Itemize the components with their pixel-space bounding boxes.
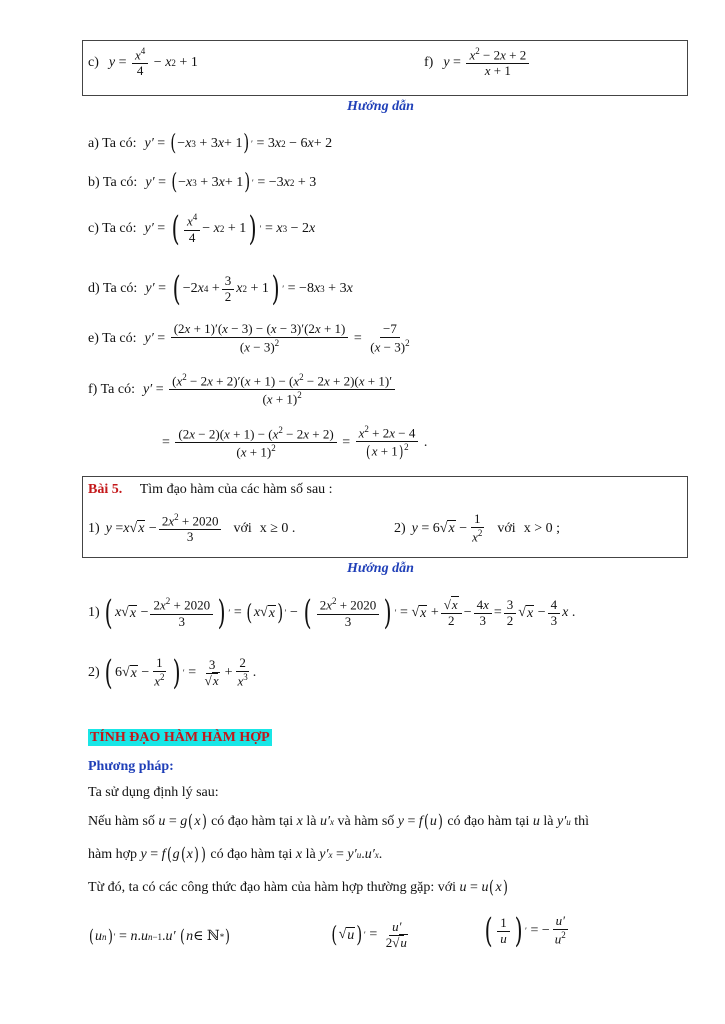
- guide-heading-2: Hướng dẫn: [347, 561, 414, 576]
- solution-f-continued: = $\frac{(2x - 2)(x + 1) - (x^2 - 2x + 2)}{(x + 1)^2}$ = $\frac{x^2 + 2x - 4}{(x + 1)^2}$ .: [162, 424, 428, 462]
- composite-line: hàm hợp y = f ( g ( x ) ) có đạo hàm tại x là y′ x = y′ u . u′ x .: [88, 844, 383, 865]
- bai5-solution-1-label: 1): [88, 605, 100, 620]
- composite-part-b: có đạo hàm tại: [210, 846, 293, 862]
- solution-f: f) Ta có: y′ = $\frac{(x^2 - 2x + 2)'(x + 1) - (x^2 - 2x + 2)(x + 1)'}{(x + 1)^2}$: [88, 372, 397, 408]
- theorem-part-g: thì: [574, 813, 590, 829]
- section-title-text: TÍNH ĐẠO HÀM HÀM HỢP: [90, 730, 270, 745]
- theorem-part-f: là: [543, 813, 554, 829]
- bai5-solution-2-label: 2): [88, 665, 100, 680]
- solution-d-label: d) Ta có:: [88, 281, 138, 296]
- composite-part-c: là: [305, 846, 316, 862]
- from-line: Từ đó, ta có các công thức đạo hàm của hàm hợp thường gặp: với u = u ( x ): [88, 877, 508, 898]
- method-heading: Phương pháp:: [88, 759, 174, 774]
- solution-b: b) Ta có: y′ = ( − x 3 + 3 x + 1 ) ′ = −3 x 2 + 3: [88, 170, 317, 195]
- solution-d: d) Ta có: y′ = ( −2 x 4 + $\frac{3}{2}$ x 2 + 1 ) ′ = −8 x 3 + 3 x: [88, 269, 353, 309]
- theorem-part-b: có đạo hàm tại: [211, 813, 294, 829]
- theorem-part-c: là: [306, 813, 317, 829]
- bai5-title: Bài 5.: [88, 482, 123, 497]
- bai5-solution-1: 1) ( x √ x − $\frac{2x^2 + 2020}{3}$ ) ′ = ( x √ x ) ′ − ( $\frac{2x^2 + 2020}{3}$ ) ′ = √ x + $\frac{√x}{2}$ − $\frac{4x}{3}$ = $\frac{3}{2}$ √ x − $\frac{4}{3}$ x .: [88, 593, 576, 633]
- bai5-item-2-cond: x > 0 ;: [523, 520, 560, 536]
- bai5-item-2: 2) y = 6√ x − $\frac{1}{x^2}$ với x > 0 ;: [394, 511, 560, 545]
- solution-e: e) Ta có: y′ = $\frac{(2x + 1)'(x - 3) - (x - 3)'(2x + 1)}{(x - 3)^2}$ = $\frac{-7}{(x - 3)^2}$: [88, 321, 410, 355]
- solution-c: c) Ta có: y′ = ( $\frac{x^4}{4}$ − x 2 + 1 ) ′ = x 3 − 2 x: [88, 209, 316, 249]
- theorem-part-d: và hàm số: [337, 813, 395, 829]
- bai5-item-1-label: 1): [88, 520, 100, 536]
- guide-heading-1: Hướng dẫn: [347, 99, 414, 114]
- bai5-item-2-with: với: [497, 520, 516, 536]
- formula-reciprocal: ( $\frac{1}{u}$ ) ′ = − $\frac{u'}{u^2}$: [482, 914, 571, 948]
- exercise-c: c) y = $\frac{x^4}{4}$ − x 2 + 1: [88, 46, 198, 79]
- solution-f-label: f) Ta có:: [88, 381, 135, 397]
- exercise-c-label: c): [88, 54, 99, 70]
- solution-a-label: a) Ta có:: [88, 135, 137, 151]
- theorem-intro: Ta sử dụng định lý sau:: [88, 785, 219, 800]
- composite-part-a: hàm hợp: [88, 846, 138, 862]
- bai5-solution-2: 2) ( 6√ x − $\frac{1}{x^2}$ ) ′ = $\frac{3}{√x}$ + $\frac{2}{x^3}$ .: [88, 653, 257, 693]
- exercise-f: f) y = $\frac{x^2 - 2x + 2}{x + 1}$: [424, 46, 531, 79]
- section-title: [88, 730, 272, 746]
- solution-e-label: e) Ta có:: [88, 330, 137, 346]
- formula-power: ( u n ) ′ = n . u n−1 . u′ ( n ∈ ℕ * ): [89, 926, 231, 947]
- exercise-f-label: f): [424, 54, 434, 70]
- bai5-prompt: Tìm đạo hàm của các hàm số sau :: [139, 482, 333, 497]
- theorem-line: Nếu hàm số u = g ( x ) có đạo hàm tại x là u′ x và hàm số y = f ( u ) có đạo hàm tại u là y′ u thì: [88, 811, 590, 832]
- theorem-part-a: Nếu hàm số: [88, 813, 155, 829]
- bai5-item-1: 1) y = x √ x − $\frac{2x^2 + 2020}{3}$ với x ≥ 0 .: [88, 512, 296, 545]
- bai5-header: [88, 482, 333, 498]
- bai5-item-1-with: với: [233, 520, 252, 536]
- formula-sqrt: ( √ u ) ′ = $\frac{u'}{2√u}$: [331, 919, 407, 950]
- solution-b-label: b) Ta có:: [88, 174, 138, 190]
- from-text: Từ đó, ta có các công thức đạo hàm của hàm hợp thường gặp: với: [88, 879, 457, 895]
- bai5-item-1-cond: x ≥ 0 .: [259, 520, 296, 536]
- solution-c-label: c) Ta có:: [88, 221, 137, 236]
- theorem-part-e: có đạo hàm tại: [447, 813, 530, 829]
- solution-a: a) Ta có: y′ = ( − x 3 + 3 x + 1 ) ′ = 3 x 2 − 6 x + 2: [88, 131, 333, 156]
- bai5-item-2-label: 2): [394, 520, 406, 536]
